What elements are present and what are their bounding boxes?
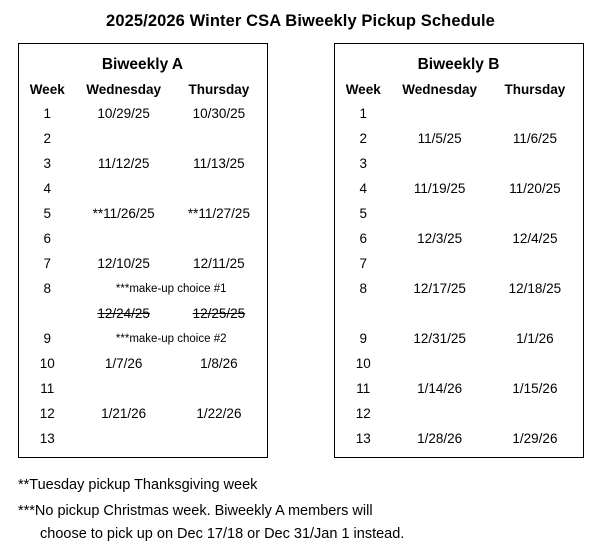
table-row <box>19 376 267 401</box>
cell-wednesday <box>76 426 171 451</box>
cell-wednesday <box>76 126 171 151</box>
cell-thursday <box>487 251 582 276</box>
cell-wednesday <box>76 176 171 201</box>
table-row <box>19 101 267 126</box>
biweekly-b-table-box <box>334 43 584 458</box>
cell-thursday <box>171 376 266 401</box>
table-row <box>335 226 583 251</box>
cell-wednesday: 11/19/25 <box>413 181 466 196</box>
cell-wednesday <box>392 351 487 376</box>
cell-thursday: 11/6/25 <box>512 131 557 146</box>
biweekly-b-rows <box>335 101 583 451</box>
footnote-thanksgiving: **Tuesday pickup Thanksgiving week <box>18 477 258 493</box>
cell-thursday <box>487 201 582 226</box>
biweekly-b-table <box>335 82 583 451</box>
cell-wednesday <box>76 376 171 401</box>
cell-wednesday: 12/24/25 <box>97 306 150 321</box>
table-row <box>335 351 583 376</box>
cell-week: 7 <box>43 256 51 271</box>
biweekly-a-heading: Biweekly A <box>101 56 184 73</box>
cell-week: 8 <box>43 281 51 296</box>
cell-thursday <box>171 176 266 201</box>
cell-thursday <box>171 126 266 151</box>
cell-thursday: 12/4/25 <box>512 231 558 246</box>
cell-week: 8 <box>359 281 367 296</box>
cell-wednesday <box>392 401 487 426</box>
table-row <box>335 376 583 401</box>
cell-thursday: 1/22/26 <box>196 406 242 421</box>
table-row <box>19 401 267 426</box>
cell-week: 12 <box>39 406 55 421</box>
cell-week: 9 <box>43 331 51 346</box>
cell-thursday <box>487 351 582 376</box>
schedule-tables <box>0 43 601 458</box>
cell-thursday: 1/29/26 <box>512 431 558 446</box>
cell-week: 11 <box>40 381 55 396</box>
footnote-christmas-line1: ***No pickup Christmas week. Biweekly A members will <box>18 503 373 520</box>
column-header-thursday: Thursday <box>188 82 250 97</box>
column-header-wednesday: Wednesday <box>86 82 162 97</box>
column-header-wednesday: Wednesday <box>402 82 478 97</box>
cell-thursday <box>487 151 582 176</box>
cell-wednesday: 12/31/25 <box>413 331 466 346</box>
cell-wednesday: 12/10/25 <box>97 256 150 271</box>
column-header-week: Week <box>345 82 381 97</box>
table-header-row <box>335 82 583 101</box>
cell-thursday <box>487 401 582 426</box>
table-header-row <box>19 82 267 101</box>
cell-week: 10 <box>39 356 55 371</box>
cell-thursday: 11/20/25 <box>509 181 561 196</box>
table-row <box>19 351 267 376</box>
table-row <box>335 176 583 201</box>
cell-week: 2 <box>359 131 367 146</box>
cell-wednesday: 1/7/26 <box>104 356 143 371</box>
table-row <box>335 276 583 301</box>
cell-thursday: 1/8/26 <box>200 356 238 371</box>
cell-week: 13 <box>355 431 371 446</box>
cell-thursday <box>487 301 582 326</box>
cell-thursday: **11/27/25 <box>187 206 250 221</box>
cell-week: 4 <box>43 181 51 196</box>
table-row <box>335 101 583 126</box>
cell-makeup-note: ***make-up choice #2 <box>115 332 227 345</box>
table-row <box>335 201 583 226</box>
footnotes <box>18 474 601 545</box>
cell-wednesday <box>392 201 487 226</box>
cell-week: 4 <box>359 181 367 196</box>
table-row <box>19 301 267 326</box>
cell-thursday <box>171 426 266 451</box>
cell-wednesday: 10/29/25 <box>97 106 150 121</box>
biweekly-a-rows <box>19 101 267 451</box>
table-row <box>335 301 583 326</box>
table-row <box>19 326 267 351</box>
table-row <box>335 151 583 176</box>
footnote-christmas <box>18 500 601 545</box>
page-title: 2025/2026 Winter CSA Biweekly Pickup Schedule <box>106 12 495 30</box>
column-header-week: Week <box>29 82 65 97</box>
cell-wednesday <box>392 301 487 326</box>
cell-wednesday: 1/14/26 <box>417 381 463 396</box>
cell-thursday: 11/13/25 <box>193 156 245 171</box>
cell-week: 12 <box>355 406 371 421</box>
cell-wednesday: 12/3/25 <box>417 231 463 246</box>
cell-week: 3 <box>43 156 51 171</box>
table-row <box>335 326 583 351</box>
cell-thursday: 12/11/25 <box>193 256 245 271</box>
table-row <box>335 401 583 426</box>
cell-wednesday: 1/21/26 <box>101 406 147 421</box>
cell-week: 7 <box>359 256 367 271</box>
table-row <box>19 201 267 226</box>
cell-thursday: 12/25/25 <box>192 306 246 321</box>
cell-week: 1 <box>43 106 51 121</box>
cell-week: 13 <box>39 431 55 446</box>
cell-thursday: 1/1/26 <box>516 331 554 346</box>
cell-week: 9 <box>359 331 367 346</box>
table-row <box>19 126 267 151</box>
cell-thursday: 1/15/26 <box>512 381 558 396</box>
cell-week <box>19 301 76 326</box>
cell-week: 2 <box>43 131 51 146</box>
cell-week: 6 <box>359 231 367 246</box>
cell-week <box>335 301 392 326</box>
cell-week: 1 <box>359 106 367 121</box>
cell-wednesday: 11/5/25 <box>417 131 462 146</box>
cell-week: 10 <box>355 356 371 371</box>
table-row <box>335 251 583 276</box>
cell-wednesday <box>76 226 171 251</box>
cell-week: 11 <box>356 381 371 396</box>
cell-week: 5 <box>359 206 367 221</box>
table-row <box>19 151 267 176</box>
cell-thursday: 10/30/25 <box>192 106 246 121</box>
cell-wednesday <box>392 101 487 126</box>
cell-wednesday: 11/12/25 <box>97 156 150 171</box>
table-row <box>19 426 267 451</box>
table-row <box>335 426 583 451</box>
biweekly-a-table-box <box>18 43 268 458</box>
cell-week: 5 <box>43 206 51 221</box>
table-row <box>19 276 267 301</box>
table-row <box>335 126 583 151</box>
document-body <box>0 12 601 545</box>
cell-wednesday <box>392 151 487 176</box>
biweekly-b-heading: Biweekly B <box>417 56 500 73</box>
cell-wednesday: 1/28/26 <box>417 431 463 446</box>
cell-thursday: 12/18/25 <box>508 281 562 296</box>
table-row <box>19 176 267 201</box>
cell-week: 3 <box>359 156 367 171</box>
footnote-christmas-line2: choose to pick up on Dec 17/18 or Dec 31/Jan 1 instead. <box>40 525 405 542</box>
cell-wednesday: **11/26/25 <box>92 206 155 221</box>
cell-wednesday: 12/17/25 <box>413 281 466 296</box>
biweekly-a-table <box>19 82 267 451</box>
table-row <box>19 251 267 276</box>
cell-week: 6 <box>43 231 51 246</box>
table-row <box>19 226 267 251</box>
column-header-thursday: Thursday <box>504 82 566 97</box>
cell-thursday <box>171 226 266 251</box>
cell-thursday <box>487 101 582 126</box>
cell-wednesday <box>392 251 487 276</box>
cell-makeup-note: ***make-up choice #1 <box>115 282 227 295</box>
